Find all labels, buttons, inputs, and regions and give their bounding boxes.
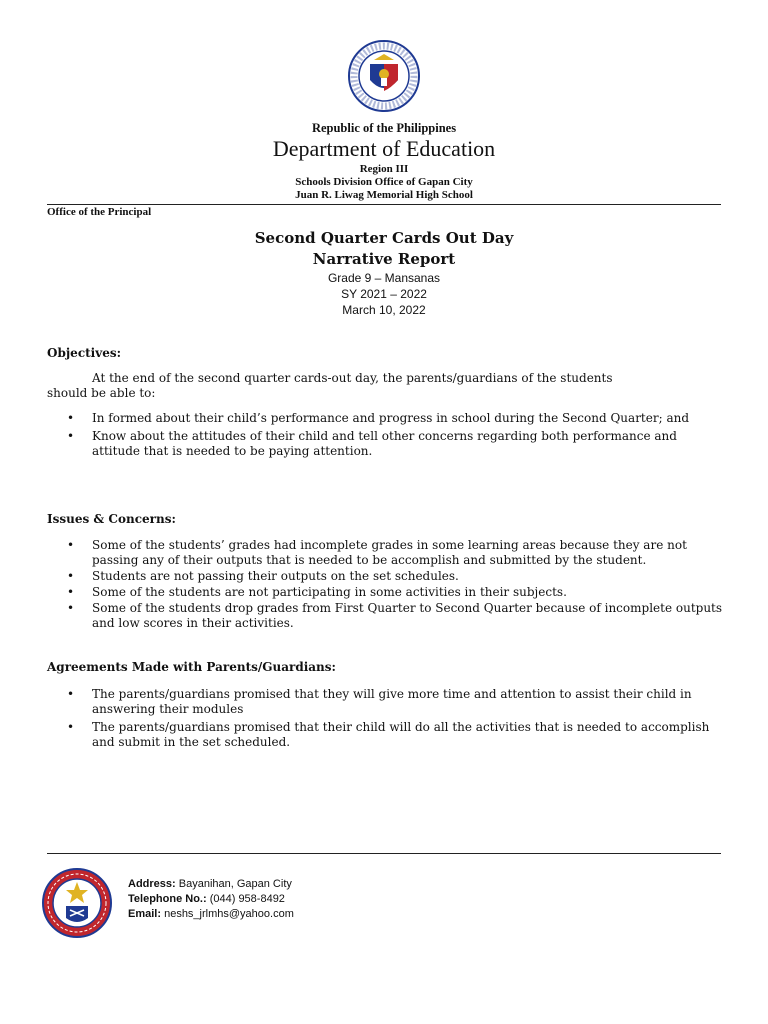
objectives-intro <box>47 371 727 401</box>
list-item: • The parents/guardians promised that their child will do all the activities that is needed to accomplish and submit in the set scheduled. <box>47 720 727 750</box>
office-label: Office of the Principal <box>47 206 152 218</box>
list-item: • Some of the students drop grades from First Quarter to Second Quarter because of incomplete outputs and low scores in their activities. <box>47 601 727 631</box>
email-line <box>128 908 294 920</box>
telephone-label: Telephone No.: <box>128 893 207 905</box>
address-line <box>128 878 292 890</box>
deped-seal-icon <box>348 40 420 112</box>
list-item: • Know about the attitudes of their child and tell other concerns regarding both performance and attitude that is needed to be paying attention. <box>47 429 727 459</box>
list-item: • Some of the students are not participating in some activities in their subjects. <box>47 585 727 600</box>
agreements-heading: Agreements Made with Parents/Guardians: <box>47 660 336 674</box>
school-seal-icon <box>42 868 112 938</box>
report-subtitle: Narrative Report <box>312 250 456 268</box>
telephone-value: (044) 958-8492 <box>209 893 285 905</box>
objectives-list <box>47 411 727 462</box>
telephone-line <box>128 893 285 905</box>
department-heading: Department of Education <box>272 136 496 161</box>
report-date: March 10, 2022 <box>342 303 426 317</box>
objectives-intro-line1: At the end of the second quarter cards-out day, the parents/guardians of the students <box>92 371 613 385</box>
issues-list <box>47 538 727 632</box>
list-item: • In formed about their child’s performance and progress in school during the Second Quarter; and <box>47 411 727 426</box>
republic-heading: Republic of the Philippines <box>311 121 457 135</box>
report-school-year: SY 2021 – 2022 <box>341 287 427 301</box>
list-item: • Some of the students’ grades had incomplete grades in some learning areas because they are not passing any of their outputs that is needed to be accomplish and submitted by the student. <box>47 538 727 568</box>
agreements-list <box>47 687 727 753</box>
division-heading: Schools Division Office of Gapan City <box>295 176 473 188</box>
region-heading: Region III <box>359 163 409 175</box>
report-grade: Grade 9 – Mansanas <box>327 271 441 285</box>
footer-divider <box>47 853 721 854</box>
header-divider <box>47 204 721 205</box>
school-heading: Juan R. Liwag Memorial High School <box>295 189 473 201</box>
issues-heading: Issues & Concerns: <box>47 512 176 526</box>
objectives-intro-line2: should be able to: <box>47 386 156 400</box>
address-value: Bayanihan, Gapan City <box>178 878 292 890</box>
list-item: • Students are not passing their outputs on the set schedules. <box>47 569 727 584</box>
objectives-heading: Objectives: <box>47 346 122 360</box>
list-item: • The parents/guardians promised that they will give more time and attention to assist their child in answering their modules <box>47 687 727 717</box>
email-value: neshs_jrlmhs@yahoo.com <box>164 908 294 920</box>
report-title: Second Quarter Cards Out Day <box>254 229 514 247</box>
email-label: Email: <box>128 908 162 920</box>
address-label: Address: <box>128 878 176 890</box>
